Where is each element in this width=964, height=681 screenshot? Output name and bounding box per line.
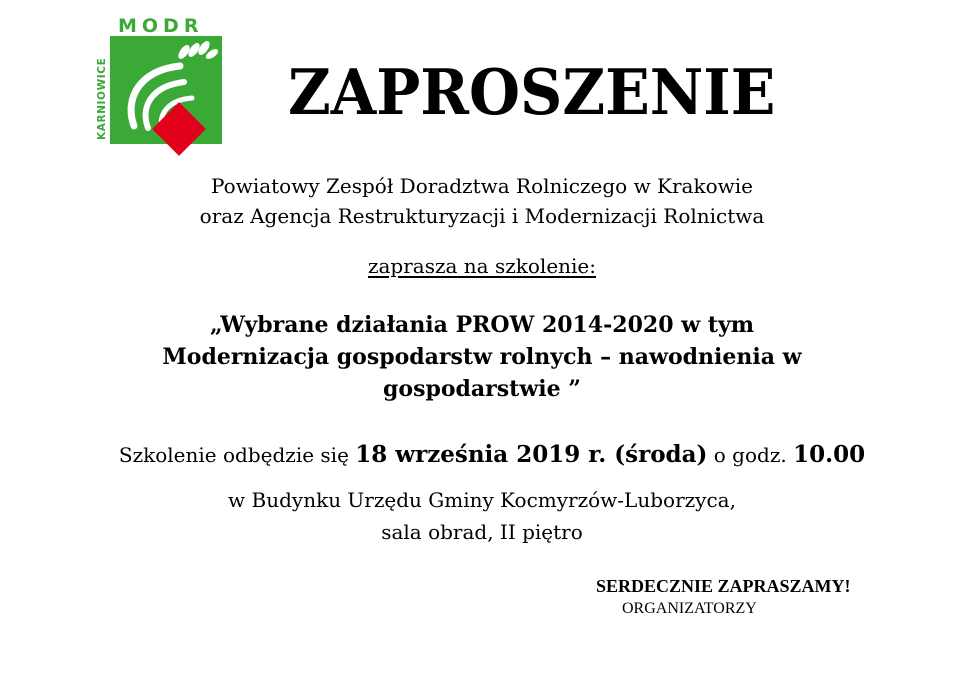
- schedule-time: 10.00: [793, 441, 866, 468]
- invite-text: zaprasza na szkolenie:: [367, 254, 597, 278]
- training-title-line-3: gospodarstwie ”: [383, 376, 581, 402]
- logo-letters: MODR: [118, 15, 204, 37]
- closing-text: SERDECZNIE ZAPRASZAMY!: [596, 576, 851, 596]
- organizers-block: [0, 171, 964, 231]
- location-block: [0, 484, 964, 548]
- training-title-line-2: Modernizacja gospodarstw rolnych – nawodnienia w: [162, 344, 802, 370]
- training-title: [0, 309, 964, 405]
- schedule-date: 18 września 2019 r. (środa): [355, 441, 708, 468]
- organizer-line-1: Powiatowy Zespół Doradztwa Rolniczego w Krakowie: [211, 174, 753, 198]
- signature-text: ORGANIZATORZY: [622, 600, 757, 617]
- logo-side-text: KARNIOWICE: [96, 57, 108, 140]
- location-line-1: w Budynku Urzędu Gminy Kocmyrzów-Luborzyca,: [228, 488, 736, 512]
- location-line-2: sala obrad, II piętro: [381, 520, 583, 544]
- modr-logo: [88, 14, 228, 162]
- page-title: ZAPROSZENIE: [288, 55, 776, 129]
- schedule-line: [10, 438, 964, 472]
- training-title-line-1: „Wybrane działania PROW 2014-2020 w tym: [209, 312, 755, 338]
- invite-line: [0, 252, 964, 280]
- schedule-middle: o godz.: [707, 443, 794, 467]
- schedule-prefix: Szkolenie odbędzie się: [118, 443, 356, 467]
- organizer-line-2: oraz Agencja Restrukturyzacji i Modernizacji Rolnictwa: [199, 204, 765, 228]
